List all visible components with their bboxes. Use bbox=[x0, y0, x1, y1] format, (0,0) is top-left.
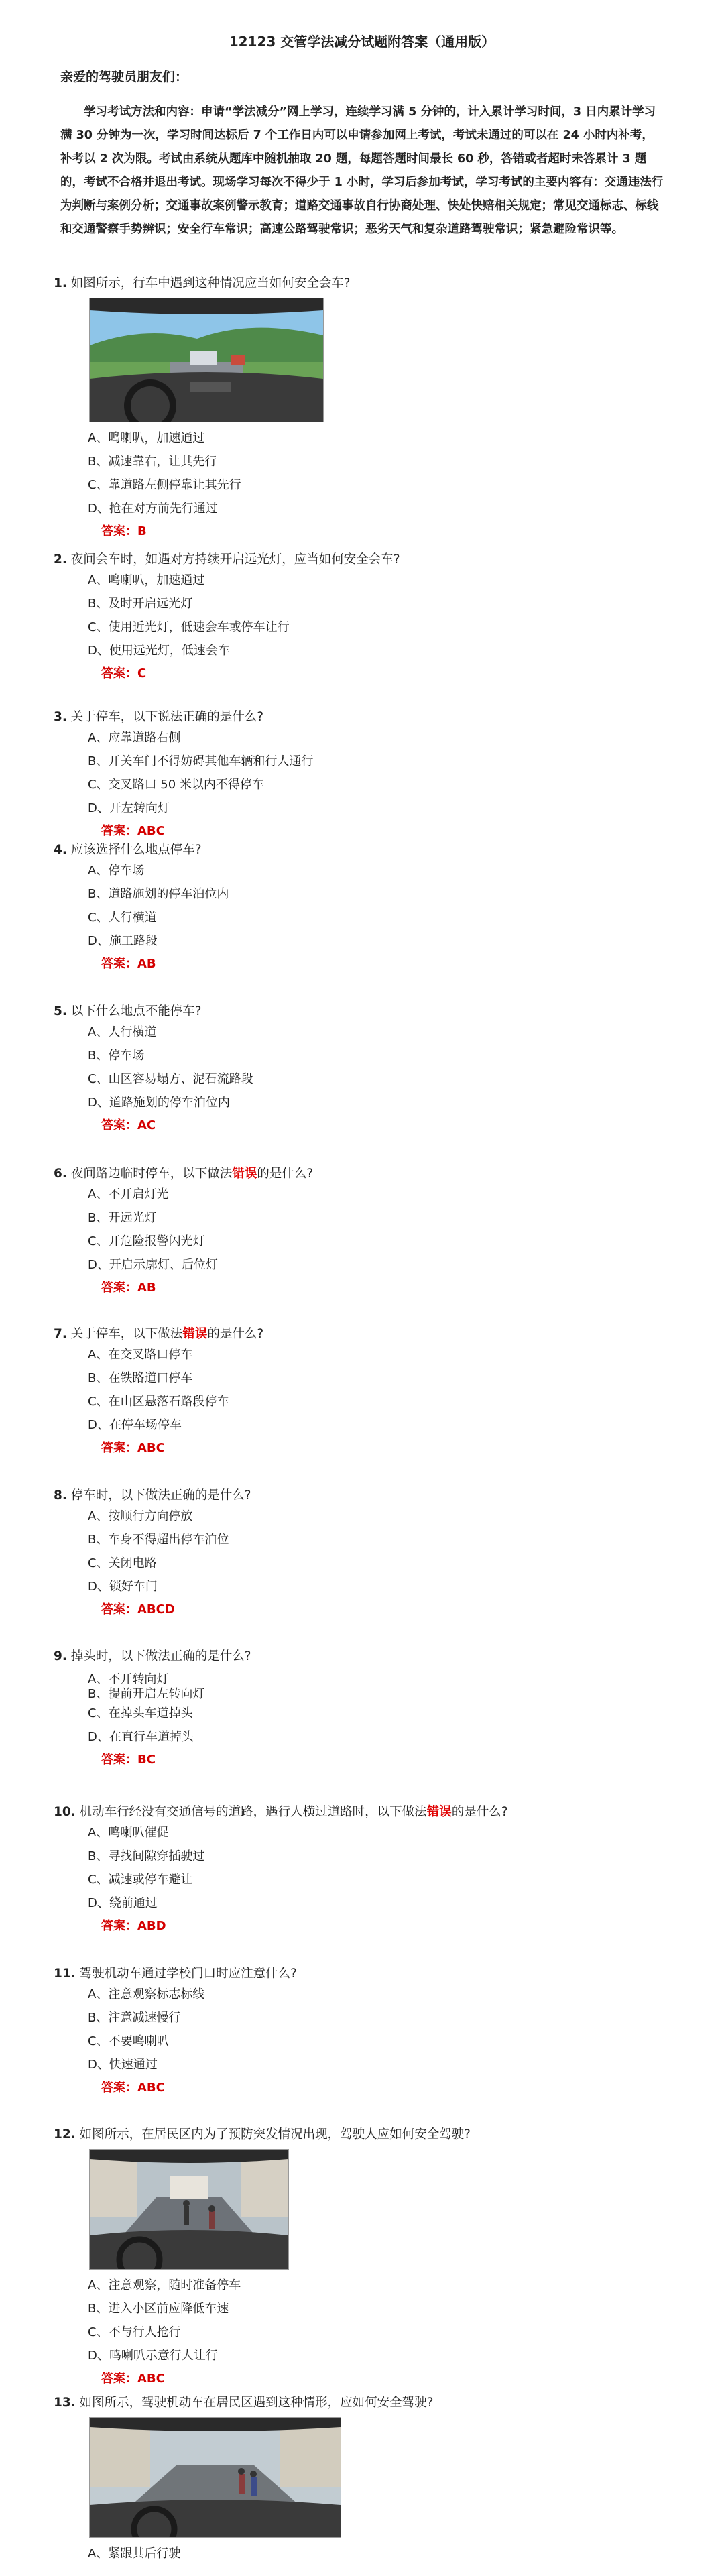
question-1 bbox=[54, 275, 670, 541]
highlight-wrong: 错误 bbox=[232, 1167, 257, 1181]
question-13 bbox=[54, 2394, 670, 2565]
greeting: 亲爱的驾驶员朋友们： bbox=[60, 70, 188, 84]
option-d: D、开左转向灯 bbox=[88, 801, 170, 815]
question-text: 关于停车，以下说法正确的是什么? bbox=[70, 710, 264, 724]
option-d: D、在停车场停车 bbox=[88, 1418, 182, 1432]
option-a: A、人行横道 bbox=[88, 1025, 157, 1039]
question-number: 5. bbox=[54, 1004, 67, 1018]
question-2 bbox=[54, 551, 670, 683]
option-b: B、开关车门不得妨碍其他车辆和行人通行 bbox=[88, 754, 314, 768]
answer-value: B bbox=[137, 524, 147, 538]
option-a: A、按顺行方向停放 bbox=[88, 1509, 193, 1523]
question-text: 应该选择什么地点停车? bbox=[70, 843, 202, 857]
answer-value: ABC bbox=[137, 2081, 165, 2095]
option-d: D、快速通过 bbox=[88, 2058, 158, 2072]
answer-line: 答案：ABCD bbox=[101, 1602, 175, 1617]
option-a: A、应靠道路右侧 bbox=[88, 731, 181, 745]
question-text: 如图所示，在居民区内为了预防突发情况出现，驾驶人应如何安全驾驶? bbox=[79, 2127, 471, 2142]
option-b: B、停车场 bbox=[88, 1049, 145, 1063]
answer-value: ABD bbox=[137, 1919, 166, 1933]
question-text: 如图所示，驾驶机动车在居民区遇到这种情形，应如何安全驾驶? bbox=[79, 2396, 434, 2410]
answer-line: 答案：AB bbox=[101, 957, 156, 971]
answer-value: AC bbox=[137, 1118, 156, 1132]
option-d: D、绕前通过 bbox=[88, 1896, 158, 1910]
option-c: C、在山区悬落石路段停车 bbox=[88, 1395, 229, 1409]
answer-value: C bbox=[137, 666, 147, 681]
option-d: D、开启示廓灯、后位灯 bbox=[88, 1258, 218, 1272]
question-11 bbox=[54, 1965, 670, 2097]
option-b: B、减速靠右，让其先行 bbox=[88, 455, 217, 469]
option-d: D、鸣喇叭示意行人让行 bbox=[88, 2349, 218, 2363]
option-b: B、车身不得超出停车泊位 bbox=[88, 1533, 229, 1547]
answer-line: 答案：AC bbox=[101, 1118, 156, 1132]
answer-line: 答案：B bbox=[101, 524, 147, 538]
question-text: 如图所示，行车中遇到这种情况应当如何安全会车? bbox=[70, 276, 351, 290]
residential-pedestrians-image bbox=[89, 2417, 341, 2538]
question-number: 4. bbox=[54, 843, 67, 857]
answer-value: ABC bbox=[137, 1441, 165, 1455]
option-a: A、不开转向灯 bbox=[88, 1672, 169, 1686]
option-b: B、提前开启左转向灯 bbox=[88, 1687, 205, 1701]
question-text: 夜间会车时，如遇对方持续开启远光灯，应当如何安全会车? bbox=[70, 552, 400, 567]
option-c: C、不要鸣喇叭 bbox=[88, 2034, 169, 2048]
option-d: D、道路施划的停车泊位内 bbox=[88, 1096, 230, 1110]
option-a: A、停车场 bbox=[88, 864, 145, 878]
question-number: 7. bbox=[54, 1327, 67, 1341]
option-d: D、在直行车道掉头 bbox=[88, 1730, 194, 1744]
option-a: A、注意观察标志标线 bbox=[88, 1987, 205, 2001]
option-b: B、开远光灯 bbox=[88, 1211, 157, 1225]
answer-line: 答案：BC bbox=[101, 1753, 156, 1767]
option-a: A、在交叉路口停车 bbox=[88, 1348, 193, 1362]
highlight-wrong: 错误 bbox=[426, 1805, 452, 1819]
residential-area-image bbox=[89, 2149, 289, 2270]
option-c: C、不与行人抢行 bbox=[88, 2325, 181, 2339]
question-text: 以下什么地点不能停车? bbox=[70, 1004, 202, 1018]
option-c: C、关闭电路 bbox=[88, 1556, 157, 1570]
question-5 bbox=[54, 1003, 670, 1135]
option-c: C、人行横道 bbox=[88, 911, 157, 925]
answer-value: ABC bbox=[137, 824, 165, 838]
question-4 bbox=[54, 841, 670, 974]
page-title: 12123 交管学法减分试题附答案（通用版） bbox=[229, 34, 495, 50]
answer-value: ABCD bbox=[137, 1602, 175, 1617]
option-c: C、减速或停车避让 bbox=[88, 1873, 193, 1887]
option-d: D、抢在对方前先行通过 bbox=[88, 502, 218, 516]
option-c: C、使用近光灯，低速会车或停车让行 bbox=[88, 620, 290, 634]
option-c: C、山区容易塌方、泥石流路段 bbox=[88, 1072, 253, 1086]
question-number: 2. bbox=[54, 552, 67, 567]
answer-line: 答案：ABD bbox=[101, 1919, 166, 1933]
option-c: C、在掉头车道掉头 bbox=[88, 1706, 193, 1720]
option-b: B、道路施划的停车泊位内 bbox=[88, 887, 229, 901]
answer-value: AB bbox=[137, 957, 156, 971]
option-d: D、锁好车门 bbox=[88, 1580, 158, 1594]
question-number: 9. bbox=[54, 1649, 67, 1663]
question-8 bbox=[54, 1487, 670, 1619]
option-a: A、鸣喇叭，加速通过 bbox=[88, 573, 205, 587]
option-b: B、在铁路道口停车 bbox=[88, 1371, 193, 1385]
option-a: A、不开启灯光 bbox=[88, 1187, 169, 1202]
option-c: C、开危险报警闪光灯 bbox=[88, 1234, 205, 1248]
option-b: B、及时开启远光灯 bbox=[88, 597, 193, 611]
answer-line: 答案：C bbox=[101, 666, 147, 681]
question-text: 机动车行经没有交通信号的道路，遇行人横过道路时，以下做法 bbox=[79, 1805, 427, 1819]
question-10: 10. 机动车行经没有交通信号的道路，遇行人横过道路时，以下做法错误的是什么? A、鸣喇叭催促 B、寻找间隙穿插驶过 C、减速或停车避让 D、绕前通过 答案：ABD bbox=[54, 1804, 670, 1936]
question-text: 夜间路边临时停车，以下做法 bbox=[70, 1167, 233, 1181]
option-d: D、施工路段 bbox=[88, 934, 158, 948]
driving-scene-image bbox=[89, 298, 324, 422]
question-number: 8. bbox=[54, 1488, 67, 1503]
question-9 bbox=[54, 1648, 670, 1769]
question-7: 7. 关于停车，以下做法错误的是什么? A、在交叉路口停车 B、在铁路道口停车 C、在山区悬落石路段停车 D、在停车场停车 答案：ABC bbox=[54, 1326, 670, 1458]
answer-line: 答案：ABC bbox=[101, 1441, 165, 1455]
option-b: B、进入小区前应降低车速 bbox=[88, 2302, 229, 2316]
option-c: C、靠道路左侧停靠让其先行 bbox=[88, 478, 241, 492]
question-12 bbox=[54, 2126, 670, 2388]
question-number: 1. bbox=[54, 276, 67, 290]
question-text: 关于停车，以下做法 bbox=[70, 1327, 183, 1341]
highlight-wrong: 错误 bbox=[182, 1327, 208, 1341]
answer-line: 答案：ABC bbox=[101, 2081, 165, 2095]
answer-line: 答案：AB bbox=[101, 1281, 156, 1295]
option-b: B、寻找间隙穿插驶过 bbox=[88, 1849, 205, 1863]
question-number: 3. bbox=[54, 710, 67, 724]
intro-paragraph: 学习考试方法和内容：申请“学法减分”网上学习，连续学习满 5 分钟的，计入累计学习时间，3 日内累计学习满 30 分钟为一次，学习时间达标后 7 个工作日内可以申请参加网上考试，考试未通过的可以在 24 小时内补考，补考以 2 次为限。考试由系统从题库中随机抽取 20 题，每题答题时间最长 60 秒，答错或者超时未答累计 3 题的，考试不合格并退出考试。现场学习每次不得少于 1 小时，学习后参加考试，学习考试的主要内容有：交通违法行为判断与案例分析；交通事故案例警示教育；道路交通事故自行协商处理、快处快赔相关规定；常见交通标志、标线和交通警察手势辨识；安全行车常识；高速公路驾驶常识；恶劣天气和复杂道路驾驶常识；紧急避险常识等。 bbox=[60, 105, 664, 236]
question-3 bbox=[54, 709, 670, 841]
answer-value: AB bbox=[137, 1281, 156, 1295]
answer-line: 答案：ABC bbox=[101, 824, 165, 838]
option-b: B、注意减速慢行 bbox=[88, 2011, 181, 2025]
question-text: 驾驶机动车通过学校门口时应注意什么? bbox=[79, 1967, 297, 1981]
question-text: 掉头时，以下做法正确的是什么? bbox=[70, 1649, 251, 1663]
option-a: A、紧跟其后行驶 bbox=[88, 2546, 181, 2561]
question-number: 13. bbox=[54, 2396, 76, 2410]
option-a: A、鸣喇叭催促 bbox=[88, 1826, 169, 1840]
question-text: 停车时，以下做法正确的是什么? bbox=[70, 1488, 251, 1503]
option-d: D、使用远光灯，低速会车 bbox=[88, 644, 230, 658]
question-number: 6. bbox=[54, 1167, 67, 1181]
answer-value: ABC bbox=[137, 2372, 165, 2386]
question-number: 10. bbox=[54, 1805, 76, 1819]
answer-value: BC bbox=[137, 1753, 156, 1767]
question-number: 12. bbox=[54, 2127, 76, 2142]
option-a: A、注意观察，随时准备停车 bbox=[88, 2278, 241, 2292]
question-6: 6. 夜间路边临时停车，以下做法错误的是什么? A、不开启灯光 B、开远光灯 C、开危险报警闪光灯 D、开启示廓灯、后位灯 答案：AB bbox=[54, 1165, 670, 1297]
option-a: A、鸣喇叭，加速通过 bbox=[88, 431, 205, 445]
question-number: 11. bbox=[54, 1967, 76, 1981]
option-c: C、交叉路口 50 米以内不得停车 bbox=[88, 778, 264, 792]
answer-line: 答案：ABC bbox=[101, 2372, 165, 2386]
